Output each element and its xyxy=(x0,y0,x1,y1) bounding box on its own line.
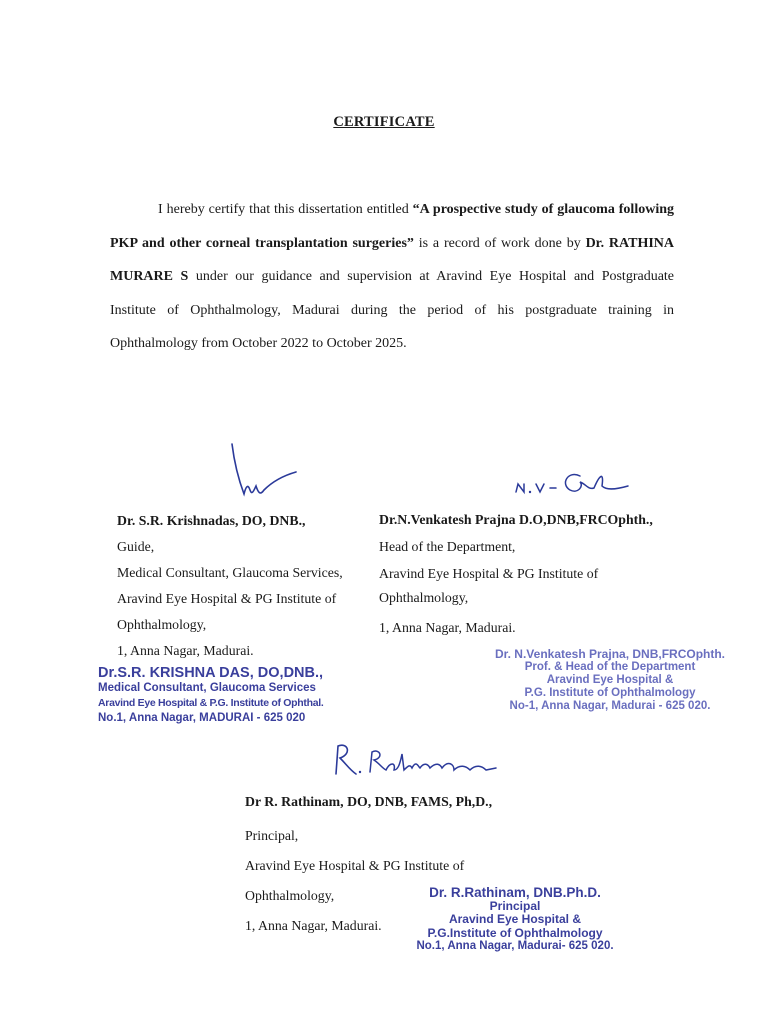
guide-position: Medical Consultant, Glaucoma Services, xyxy=(117,565,343,580)
hod-stamp-line-2: Prof. & Head of the Department xyxy=(524,661,696,673)
principal-address: 1, Anna Nagar, Madurai. xyxy=(245,918,382,933)
guide-stamp-line-4: No.1, Anna Nagar, MADURAI - 625 020 xyxy=(98,712,306,724)
guide-role: Guide, xyxy=(117,539,155,554)
principal-role: Principal, xyxy=(245,828,299,843)
hod-address: 1, Anna Nagar, Madurai. xyxy=(379,620,516,635)
principal-stamp-line-3: Aravind Eye Hospital & xyxy=(448,912,582,926)
thesis-title: “A prospective study of glaucoma following PKP and other corneal transplantation surgeries” xyxy=(110,202,674,251)
hod-stamp-line-5: No-1, Anna Nagar, Madurai - 625 020. xyxy=(509,700,711,712)
guide-institution-2: Ophthalmology, xyxy=(117,617,207,632)
principal-stamp-line-2: Principal xyxy=(489,898,541,913)
principal-institution: Aravind Eye Hospital & PG Institute of xyxy=(245,858,465,873)
certificate-title: CERTIFICATE xyxy=(333,114,435,130)
body-middle: is a record of work done by xyxy=(413,235,586,251)
hod-block xyxy=(379,508,653,640)
hod-institution: Aravind Eye Hospital & PG Institute of xyxy=(379,566,599,581)
certificate-body xyxy=(110,193,674,361)
hod-stamp-line-4: P.G. Institute of Ophthalmology xyxy=(524,687,696,699)
guide-institution: Aravind Eye Hospital & PG Institute of xyxy=(117,591,337,606)
principal-stamp-line-1: Dr. R.Rathinam, DNB.Ph.D. xyxy=(429,885,601,900)
hod-signature xyxy=(510,464,640,504)
hod-stamp xyxy=(480,648,740,713)
hod-name: Dr.N.Venkatesh Prajna D.O,DNB,FRCOphth., xyxy=(379,512,653,527)
guide-address: 1, Anna Nagar, Madurai. xyxy=(117,643,254,658)
guide-stamp-line-1: Dr.S.R. KRISHNA DAS, DO,DNB., xyxy=(98,665,324,681)
body-intro: I hereby certify that this dissertation entitled xyxy=(158,202,413,217)
guide-stamp-line-3: Aravind Eye Hospital & P.G. Institute of Ophthal. xyxy=(98,697,324,709)
hod-institution-2: Ophthalmology, xyxy=(379,590,469,605)
principal-institution-2: Ophthalmology, xyxy=(245,888,335,903)
hod-stamp-line-1: Dr. N.Venkatesh Prajna, DNB,FRCOphth. xyxy=(494,647,726,661)
guide-name: Dr. S.R. Krishnadas, DO, DNB., xyxy=(117,513,306,528)
student-name: Dr. RATHINA MURARE S xyxy=(110,235,675,284)
principal-signature xyxy=(330,740,510,780)
principal-stamp-line-4: P.G.Institute of Ophthalmology xyxy=(427,925,603,940)
body-end: under our guidance and supervision at Aravind Eye Hospital and Postgraduate Institute of Ophthalmology, Madurai during the period of his postgraduate training in Ophthalmology from October 2022 to October 2025. xyxy=(110,269,675,351)
principal-name: Dr R. Rathinam, DO, DNB, FAMS, Ph,D., xyxy=(245,794,493,809)
hod-role: Head of the Department, xyxy=(379,539,516,554)
guide-stamp-line-2: Medical Consultant, Glaucoma Services xyxy=(98,682,316,694)
guide-stamp xyxy=(98,666,323,726)
guide-block xyxy=(117,508,343,664)
hod-stamp-line-3: Aravind Eye Hospital & xyxy=(546,674,674,686)
guide-signature xyxy=(222,440,302,508)
principal-stamp xyxy=(395,886,635,954)
principal-stamp-line-5: No.1, Anna Nagar, Madurai- 625 020. xyxy=(416,940,614,952)
